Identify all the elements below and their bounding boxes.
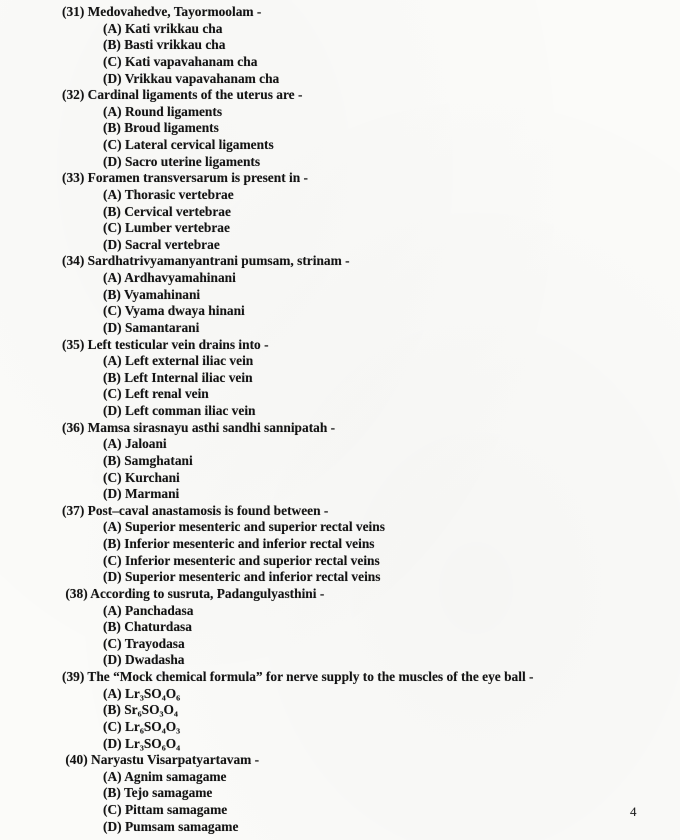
option-label: (B) xyxy=(103,37,121,53)
option-label: (D) xyxy=(103,319,122,335)
question-block xyxy=(0,170,680,253)
option-label: (B) xyxy=(103,452,121,468)
option-label: (C) xyxy=(103,718,122,734)
option-text: Inferior mesenteric and inferior rectal veins xyxy=(124,536,375,551)
option-line xyxy=(103,187,680,204)
option-line xyxy=(103,769,680,786)
option-text: Kati vapavahanam cha xyxy=(124,53,258,69)
option-text: Left external iliac vein xyxy=(124,353,254,369)
option-text: Pumsam samagame xyxy=(124,818,239,834)
option-text: Sacral vertebrae xyxy=(124,236,220,252)
question-line xyxy=(62,87,680,104)
option-line xyxy=(103,37,680,54)
option-text: Basti vrikkau cha xyxy=(124,37,226,53)
option-text: Thorasic vertebrae xyxy=(124,186,234,202)
question-line xyxy=(62,337,680,354)
question-text: Post–caval anastamosis is found between - xyxy=(87,502,329,518)
option-label: (A) xyxy=(103,685,122,701)
question-block xyxy=(0,87,680,170)
option-text: Trayodasa xyxy=(124,635,185,651)
option-label: (C) xyxy=(103,552,122,568)
option-label: (C) xyxy=(103,53,122,69)
option-line xyxy=(103,71,680,88)
option-line xyxy=(103,553,680,570)
question-text: Sardhatrivyamanyantrani pumsam, strinam - xyxy=(87,253,350,269)
question-block xyxy=(0,752,680,835)
question-number: (36) xyxy=(62,419,85,435)
option-label: (D) xyxy=(103,735,122,751)
option-line xyxy=(103,719,680,736)
option-line xyxy=(103,370,680,387)
option-line xyxy=(103,636,680,653)
question-number: (39) xyxy=(62,669,85,684)
option-text: Tejo samagame xyxy=(123,785,213,801)
option-label: (B) xyxy=(103,619,121,635)
option-text: Kurchani xyxy=(124,469,180,485)
option-line xyxy=(103,386,680,403)
option-line xyxy=(103,320,680,337)
option-label: (D) xyxy=(103,818,122,834)
question-block xyxy=(0,4,680,87)
option-line xyxy=(103,403,680,420)
option-text: Vyama dwaya hinani xyxy=(124,303,245,319)
option-text: Kati vrikkau cha xyxy=(124,20,223,36)
question-text: Naryastu Visarpatyartavam - xyxy=(91,752,260,768)
question-line xyxy=(62,420,680,437)
option-text: Inferior mesenteric and superior rectal veins xyxy=(124,552,380,568)
option-text: Vrikkau vapavahanam cha xyxy=(124,70,280,86)
option-text: Left comman iliac vein xyxy=(124,403,256,418)
option-text: Broud ligaments xyxy=(124,120,219,136)
question-text: Left testicular vein drains into - xyxy=(87,336,269,352)
option-label: (D) xyxy=(103,652,122,668)
question-line xyxy=(62,170,680,187)
question-block xyxy=(0,669,680,752)
option-text: Lr₆SO₄O₃ xyxy=(124,718,181,734)
option-label: (C) xyxy=(103,635,122,651)
option-label: (C) xyxy=(103,802,122,817)
option-text: Samghatani xyxy=(124,452,193,468)
option-label: (C) xyxy=(103,303,122,319)
option-line xyxy=(103,287,680,304)
option-line xyxy=(103,519,680,536)
option-line xyxy=(103,619,680,636)
option-line xyxy=(103,204,680,221)
option-label: (B) xyxy=(103,702,121,718)
option-line xyxy=(103,736,680,753)
option-label: (A) xyxy=(103,270,122,285)
option-line xyxy=(103,652,680,669)
option-line xyxy=(103,819,680,836)
option-line xyxy=(103,54,680,71)
option-text: Superior mesenteric and superior rectal veins xyxy=(124,519,385,535)
option-label: (D) xyxy=(103,486,122,502)
option-line xyxy=(103,120,680,137)
option-text: Agnim samagame xyxy=(124,768,227,784)
option-line xyxy=(103,436,680,453)
option-line xyxy=(103,220,680,237)
option-text: Lateral cervical ligaments xyxy=(124,137,274,152)
question-text: According to susruta, Padangulyasthini - xyxy=(90,585,325,601)
option-label: (A) xyxy=(103,186,122,202)
option-line xyxy=(103,270,680,287)
option-text: Chaturdasa xyxy=(124,619,192,635)
option-label: (C) xyxy=(103,386,122,402)
question-line xyxy=(62,253,680,270)
option-line xyxy=(103,486,680,503)
question-number: (35) xyxy=(62,336,85,352)
option-line xyxy=(103,137,680,154)
question-block xyxy=(0,420,680,503)
question-line xyxy=(62,752,680,769)
option-text: Jaloani xyxy=(124,436,167,452)
option-text: Superior mesenteric and inferior rectal veins xyxy=(124,569,381,585)
option-line xyxy=(103,536,680,553)
option-text: Left renal vein xyxy=(124,386,209,402)
option-text: Cervical vertebrae xyxy=(124,203,231,219)
option-text: Lr₃SO₆O₄ xyxy=(124,735,181,751)
option-label: (D) xyxy=(103,70,122,86)
question-number: (34) xyxy=(62,253,85,269)
option-label: (B) xyxy=(103,120,121,136)
question-number: (31) xyxy=(62,4,85,19)
option-text: Marmani xyxy=(124,486,180,502)
option-line xyxy=(103,702,680,719)
option-text: Samantarani xyxy=(124,319,200,335)
option-text: Sr₆SO₃O₄ xyxy=(124,702,178,718)
option-line xyxy=(103,785,680,802)
option-label: (C) xyxy=(103,137,122,152)
option-label: (D) xyxy=(103,403,122,418)
question-text: Mamsa sirasnayu asthi sandhi sannipatah - xyxy=(87,419,336,435)
option-text: Lumber vertebrae xyxy=(124,220,230,236)
question-number: (40) xyxy=(62,752,88,768)
option-label: (A) xyxy=(103,20,122,36)
page-number: 4 xyxy=(630,804,637,819)
option-text: Round ligaments xyxy=(124,103,223,119)
option-label: (B) xyxy=(103,286,121,302)
option-text: Dwadasha xyxy=(124,652,185,668)
option-text: Sacro uterine ligaments xyxy=(124,153,261,169)
option-label: (B) xyxy=(103,369,121,385)
option-line xyxy=(103,303,680,320)
option-line xyxy=(103,603,680,620)
option-label: (B) xyxy=(103,203,121,219)
option-line xyxy=(103,470,680,487)
option-label: (B) xyxy=(103,785,121,801)
question-block xyxy=(0,253,680,336)
option-label: (B) xyxy=(103,536,121,551)
question-number: (33) xyxy=(62,170,85,186)
option-label: (A) xyxy=(103,436,122,452)
question-text: Foramen transversarum is present in - xyxy=(87,170,308,186)
question-number: (37) xyxy=(62,502,85,518)
option-label: (D) xyxy=(103,236,122,252)
option-line xyxy=(103,453,680,470)
option-line xyxy=(103,21,680,38)
option-label: (A) xyxy=(103,103,122,119)
option-text: Vyamahinani xyxy=(123,286,201,302)
option-line xyxy=(103,569,680,586)
option-line xyxy=(103,353,680,370)
question-number: (32) xyxy=(62,87,85,103)
question-line xyxy=(62,669,680,686)
option-line xyxy=(103,802,680,819)
question-line xyxy=(62,586,680,603)
question-number: (38) xyxy=(62,585,88,601)
option-label: (D) xyxy=(103,153,122,169)
option-line xyxy=(103,154,680,171)
question-line xyxy=(62,4,680,21)
question-block xyxy=(0,586,680,669)
option-text: Ardhavyamahinani xyxy=(124,270,236,285)
option-line xyxy=(103,104,680,121)
option-line xyxy=(103,686,680,703)
question-text: The “Mock chemical formula” for nerve supply to the muscles of the eye ball - xyxy=(87,669,534,684)
option-text: Panchadasa xyxy=(124,602,194,618)
question-block xyxy=(0,503,680,586)
question-text: Medovahedve, Tayormoolam - xyxy=(87,4,262,19)
question-block xyxy=(0,337,680,420)
option-label: (C) xyxy=(103,469,122,485)
option-label: (C) xyxy=(103,220,122,236)
option-text: Lr₃SO₄O₆ xyxy=(124,685,181,701)
option-label: (A) xyxy=(103,353,122,369)
option-label: (A) xyxy=(103,519,122,535)
question-text: Cardinal ligaments of the uterus are - xyxy=(87,87,303,103)
option-line xyxy=(103,237,680,254)
option-text: Pittam samagame xyxy=(124,802,228,817)
option-label: (A) xyxy=(103,768,122,784)
question-line xyxy=(62,503,680,520)
option-label: (A) xyxy=(103,602,122,618)
option-text: Left Internal iliac vein xyxy=(124,369,253,385)
option-label: (D) xyxy=(103,569,122,585)
